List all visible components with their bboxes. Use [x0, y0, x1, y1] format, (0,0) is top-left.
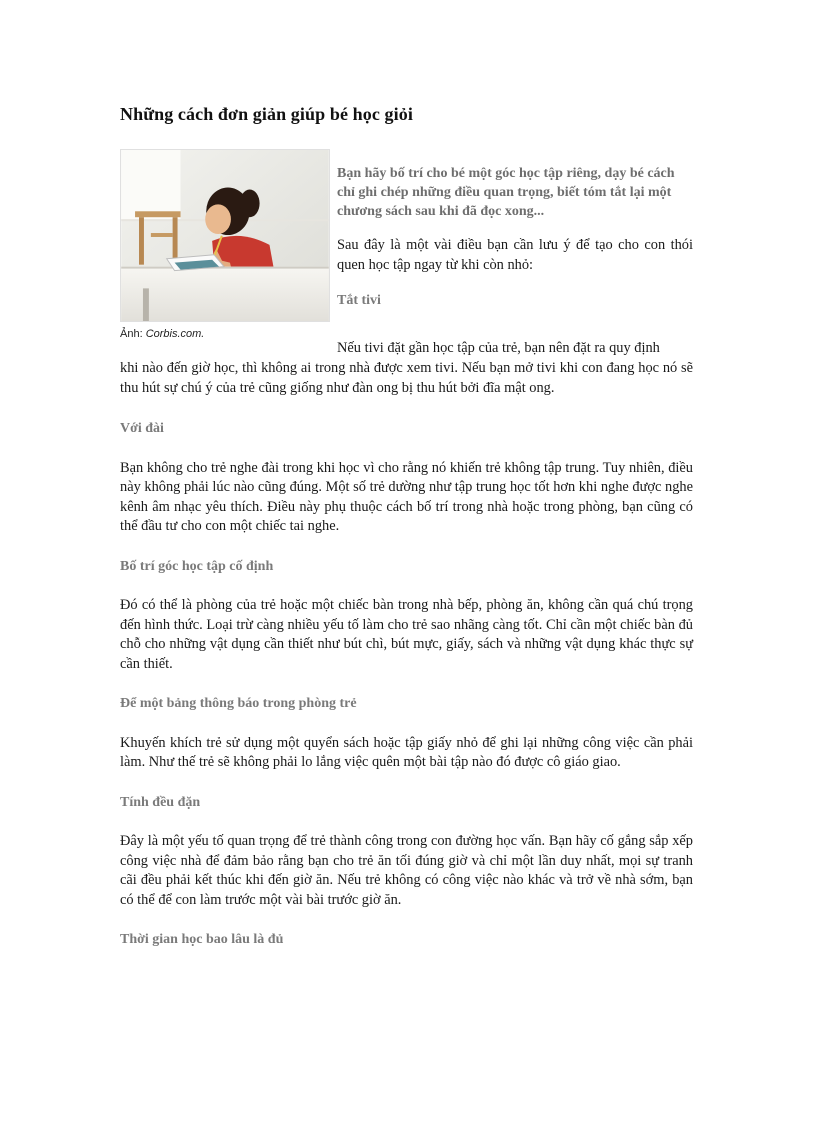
caption-prefix: Ảnh: [120, 328, 146, 340]
caption-source: Corbis.com. [145, 328, 205, 340]
section-body-bang-thong-bao: Khuyến khích trẻ sử dụng một quyển sách hoặc tập giấy nhỏ để ghi lại những công việc cần phải làm. Như thế trẻ sẽ không phải lo lắng việc quên một bài tập nào đó được cô giáo giao. [120, 734, 693, 770]
section-body-dai: Bạn không cho trẻ nghe đài trong khi học vì cho rằng nó khiến trẻ không tập trung. Tuy nhiên, điều này không phải lúc nào cũng đúng. Một số trẻ dường như tập trung học tốt hơn khi nghe được nghe kênh âm nhạc yêu thích. Điều này phụ thuộc cách bố trí trong nhà hoặc trong phòng, bạn cũng có thể đầu tư cho con một chiếc tai nghe. [120, 459, 693, 534]
intro-column [337, 164, 693, 310]
photo-block [120, 149, 330, 340]
photo-caption [120, 328, 330, 340]
section-heading-tivi: Tắt tivi [337, 293, 381, 308]
section-body-tivi-first-line: Nếu tivi đặt gần học tập của trẻ, bạn nên đặt ra quy định [337, 340, 660, 356]
section-body-tivi: khi nào đến giờ học, thì không ai trong nhà được xem tivi. Nếu bạn mở tivi khi con đang học nó sẽ thu hút sự chú ý của trẻ cũng giống như đàn ong bị thu hút bởi đĩa mật ong. [120, 360, 693, 396]
section-heading-deu-dan: Tính đều đặn [120, 794, 201, 810]
page-title: Những cách đơn giản giúp bé học giỏi [120, 104, 413, 124]
section-heading-thoi-gian: Thời gian học bao lâu là đủ [120, 932, 284, 947]
section-heading-bang-thong-bao: Để một bảng thông báo trong phòng trẻ [120, 696, 357, 711]
section-heading-goc-hoc-tap: Bố trí góc học tập cố định [120, 558, 274, 574]
girl-studying-photo [120, 149, 330, 322]
section-body-goc-hoc-tap: Đó có thể là phòng của trẻ hoặc một chiếc bàn trong nhà bếp, phòng ăn, không cần quá chú trọng đến hình thức. Loại trừ càng nhiều yếu tố làm cho trẻ sao nhãng càng tốt. Chỉ cần một chiếc bàn đủ chỗ cho những vật dụng cần thiết như bút chì, bút mực, giấy, sách và những vật dụng khác thực sự cần thiết. [120, 597, 693, 672]
intro-text: Sau đây là một vài điều bạn cần lưu ý để tạo cho con thói quen học tập ngay từ khi còn nhỏ: [337, 237, 693, 273]
section-body-deu-dan: Đây là một yếu tố quan trọng để trẻ thành công trong con đường học vấn. Bạn hãy cố gắng sắp xếp công việc nhà để đảm bảo rằng bạn cho trẻ ăn tối đúng giờ và chỉ một lần duy nhất, mọi sự tranh cãi đều phải kết thúc khi đến giờ ăn. Nếu trẻ không có công việc nào khác và trở về nhà sớm, bạn có thể để con làm trước một vài bài trước giờ ăn. [120, 833, 693, 908]
section-heading-dai: Với đài [120, 421, 164, 436]
intro-lead: Bạn hãy bố trí cho bé một góc học tập riêng, dạy bé cách chỉ ghi chép những điều quan trọng, biết tóm tắt lại một chương sách sau khi đã đọc xong... [337, 166, 675, 219]
main-flow [120, 359, 693, 950]
